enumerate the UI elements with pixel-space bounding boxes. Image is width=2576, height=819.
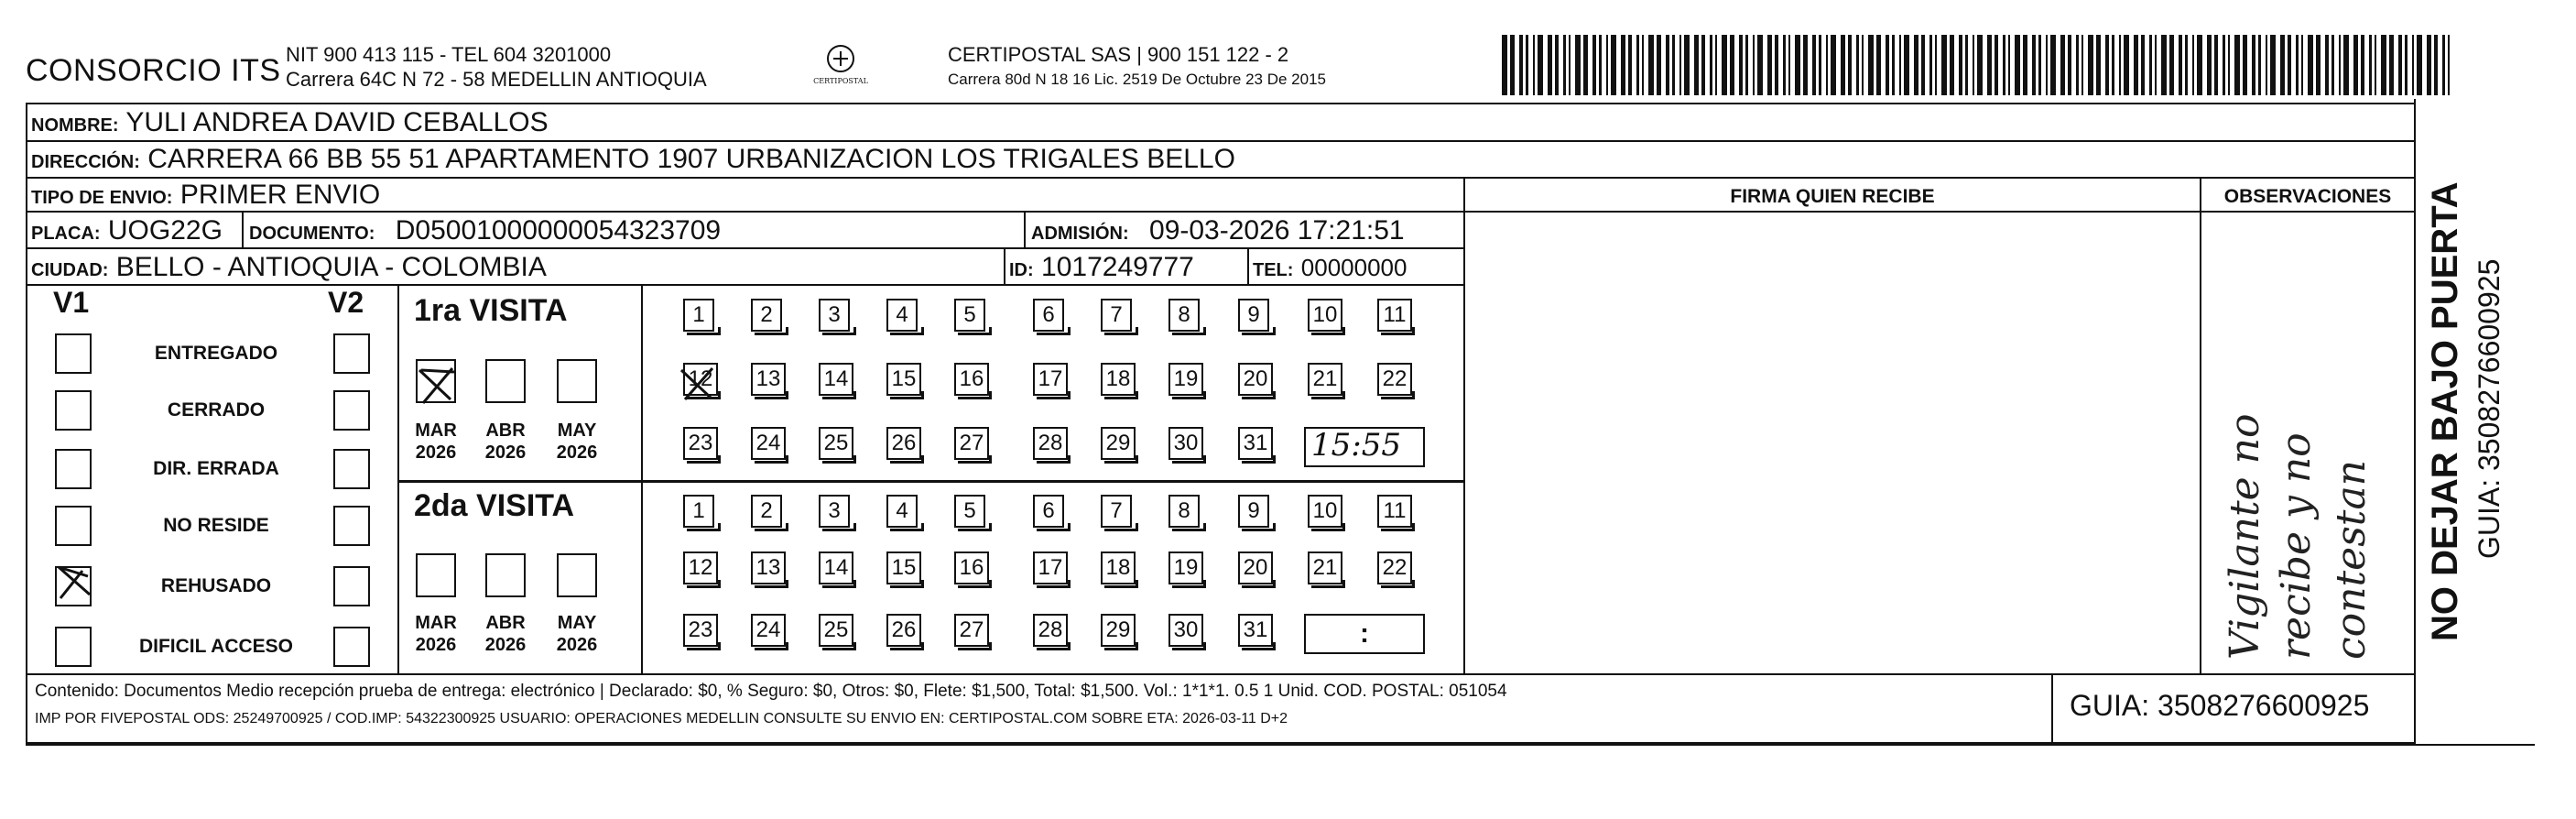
day-box[interactable]: 2 (751, 495, 782, 528)
day-box[interactable]: 21 (1308, 363, 1342, 396)
barcode-bar (2038, 35, 2041, 95)
nombre-row (31, 108, 549, 140)
day-box[interactable]: 23 (683, 614, 718, 647)
barcode-bar (1526, 35, 1528, 95)
barcode (1502, 35, 2454, 95)
day-box[interactable]: 24 (751, 427, 786, 460)
barcode-bar (2155, 35, 2157, 95)
tel-row (1253, 253, 1407, 285)
certipostal-line2: Carrera 80d N 18 16 Lic. 2519 De Octubre 23 De 2015 (948, 71, 1326, 88)
month-label (549, 420, 604, 464)
barcode-bar (1648, 35, 1654, 95)
barcode-bar (2252, 35, 2255, 95)
v1-checkbox[interactable] (55, 449, 92, 489)
month-checkbox[interactable] (557, 359, 597, 403)
barcode-bar (1775, 35, 1778, 95)
barcode-bar (2339, 35, 2341, 95)
v1-checkbox[interactable] (55, 390, 92, 431)
company-address: Carrera 64C N 72 - 58 MEDELLIN ANTIOQUIA (286, 68, 707, 91)
barcode-bar (1583, 35, 1588, 95)
day-box[interactable]: 8 (1168, 299, 1200, 332)
v1-checkbox[interactable] (55, 506, 92, 546)
barcode-bar (1611, 35, 1616, 95)
day-box[interactable]: 21 (1308, 551, 1342, 584)
barcode-bar (2331, 35, 2334, 95)
day-box[interactable]: 27 (954, 427, 989, 460)
day-box[interactable]: 30 (1168, 614, 1203, 647)
observation-line1: Vigilante no (2222, 413, 2268, 660)
ciudad-value: BELLO - ANTIOQUIA - COLOMBIA (115, 252, 547, 282)
day-box[interactable]: 10 (1308, 495, 1342, 528)
tipo-label: TIPO DE ENVIO: (31, 188, 173, 208)
barcode-bar (1606, 35, 1608, 95)
day-box[interactable]: 14 (819, 363, 853, 396)
barcode-bar (2161, 35, 2167, 95)
day-box[interactable]: 18 (1101, 551, 1136, 584)
barcode-bar (1935, 35, 1937, 95)
barcode-bar (2046, 35, 2048, 95)
barcode-bar (2185, 35, 2188, 95)
barcode-bar (2266, 35, 2267, 95)
no-dejar-bajo-puerta: NO DEJAR BAJO PUERTA (2425, 181, 2465, 641)
status-option-label: DIR. ERRADA (153, 458, 279, 479)
day-box[interactable]: 6 (1033, 495, 1064, 528)
barcode-bar (2405, 35, 2408, 95)
barcode-bar (1722, 35, 1727, 95)
observation-line3: contestan (2328, 459, 2375, 660)
status-option-label: CERRADO (167, 399, 266, 420)
observation-line2: recibe y no (2273, 432, 2320, 660)
barcode-bar (2105, 35, 2109, 95)
barcode-bar (1666, 35, 1669, 95)
day-box[interactable]: 28 (1033, 614, 1068, 647)
barcode-bar (1856, 35, 1859, 95)
month-label (408, 420, 463, 464)
barcode-bar (2008, 35, 2010, 95)
day-box[interactable]: 23 (683, 427, 718, 460)
day-box[interactable]: 9 (1238, 299, 1269, 332)
id-label: ID: (1009, 260, 1034, 280)
barcode-bar (1941, 35, 1947, 95)
barcode-bar (2389, 35, 2394, 95)
day-box[interactable]: 29 (1101, 614, 1136, 647)
day-box[interactable]: 5 (954, 299, 985, 332)
day-box[interactable]: 27 (954, 614, 989, 647)
barcode-bar (1592, 35, 1596, 95)
documento-value: D05001000000054323709 (395, 215, 722, 246)
barcode-bar (1701, 35, 1705, 95)
day-box[interactable]: 6 (1033, 299, 1064, 332)
day-box[interactable]: 20 (1238, 551, 1273, 584)
v2-checkbox[interactable] (333, 449, 370, 489)
barcode-bar (2369, 35, 2372, 95)
month-year: 2026 (415, 442, 457, 463)
day-box[interactable]: 31 (1238, 427, 1273, 460)
barcode-bar (1621, 35, 1625, 95)
barcode-bar (1965, 35, 1968, 95)
admision-value: 09-03-2026 17:21:51 (1149, 215, 1405, 246)
contents-line: Contenido: Documentos Medio recepción prueba de entrega: electrónico | Declarado: $0, % Seguro: $0, Otros: $0, Flete: $1,500, Total: $1,500. Vol.: 1*1*1. 0.5 1 Unid. COD. POSTAL: 051054 (35, 682, 1507, 701)
status-option-label: NO RESIDE (163, 515, 269, 536)
barcode-bar (2081, 35, 2083, 95)
company-name: CONSORCIO ITS (26, 53, 281, 88)
barcode-bar (1510, 35, 1515, 95)
barcode-bar (1929, 35, 1932, 95)
nit-line: NIT 900 413 115 - TEL 604 3201000 (286, 43, 612, 66)
barcode-bar (1921, 35, 1925, 95)
second-visit-time: : (1360, 618, 1369, 649)
barcode-bar (1519, 35, 1523, 95)
day-box[interactable]: 15 (886, 363, 921, 396)
nombre-label: NOMBRE: (31, 115, 119, 136)
placa-label: PLACA: (31, 224, 101, 244)
day-box[interactable]: 16 (954, 363, 989, 396)
barcode-bar (2434, 35, 2438, 95)
day-box[interactable]: 10 (1308, 299, 1342, 332)
v2-checkbox[interactable] (333, 333, 370, 374)
direccion-label: DIRECCIÓN: (31, 152, 140, 172)
barcode-bar (1959, 35, 1962, 95)
month-label (408, 612, 463, 656)
barcode-bar (2448, 35, 2450, 95)
admision-row (1031, 216, 1405, 248)
barcode-bar (1628, 35, 1632, 95)
barcode-bar (1862, 35, 1864, 95)
barcode-bar (1826, 35, 1828, 95)
month-year: 2026 (556, 635, 598, 655)
certipostal-info (948, 42, 1326, 92)
guia-box: GUIA: 3508276600925 (2070, 689, 2370, 722)
barcode-bar (1994, 35, 1998, 95)
company-contact (286, 42, 707, 92)
barcode-bar (1868, 35, 1874, 95)
barcode-bar (2141, 35, 2145, 95)
day-box[interactable]: 18 (1101, 363, 1136, 396)
barcode-bar (2197, 35, 2202, 95)
barcode-bar (1950, 35, 1954, 95)
day-box[interactable]: 25 (819, 427, 853, 460)
barcode-bar (1886, 35, 1889, 95)
day-box[interactable]: 8 (1168, 495, 1200, 528)
barcode-bar (2316, 35, 2321, 95)
barcode-bar (1904, 35, 1909, 95)
day-box[interactable]: 19 (1168, 363, 1203, 396)
check-mark-first-visit-mar (414, 363, 460, 409)
day-box[interactable]: 26 (886, 614, 921, 647)
day-box[interactable]: 15 (886, 551, 921, 584)
barcode-bar (2308, 35, 2313, 95)
barcode-bar (1803, 35, 1808, 95)
day-box[interactable]: 22 (1377, 551, 1412, 584)
barcode-bar (2149, 35, 2152, 95)
day-box[interactable]: 16 (954, 551, 989, 584)
barcode-bar (2296, 35, 2299, 95)
v1-header: V1 (53, 286, 90, 319)
v2-checkbox[interactable] (333, 566, 370, 606)
first-visit-time: 15:55 (1311, 427, 1401, 464)
barcode-bar (2353, 35, 2358, 95)
placa-value: UOG22G (107, 215, 223, 246)
barcode-bar (1973, 35, 1974, 95)
barcode-bar (2325, 35, 2329, 95)
certipostal-line1: CERTIPOSTAL SAS | 900 151 122 - 2 (948, 43, 1289, 66)
status-option-label: DIFICIL ACCESO (138, 636, 293, 657)
day-box[interactable]: 3 (819, 299, 850, 332)
barcode-bar (2398, 35, 2402, 95)
barcode-bar (2412, 35, 2414, 95)
day-box[interactable]: 11 (1377, 299, 1412, 332)
barcode-bar (2096, 35, 2101, 95)
barcode-bar (1672, 35, 1675, 95)
tel-label: TEL: (1253, 260, 1294, 280)
barcode-bar (1533, 35, 1535, 95)
barcode-bar (2023, 35, 2027, 95)
barcode-bar (2381, 35, 2386, 95)
barcode-bar (2343, 35, 2349, 95)
barcode-bar (1679, 35, 1681, 95)
month-name: MAY (557, 420, 597, 441)
day-box[interactable]: 20 (1238, 363, 1273, 396)
barcode-bar (1710, 35, 1712, 95)
month-year: 2026 (415, 635, 457, 655)
barcode-bar (2179, 35, 2182, 95)
day-box[interactable]: 4 (886, 299, 918, 332)
barcode-bar (2228, 35, 2230, 95)
print-info-line: IMP POR FIVEPOSTAL ODS: 25249700925 / COD.IMP: 54322300925 USUARIO: OPERACIONES MEDELLIN CONSULTE SU ENVIO EN: CERTIPOSTAL.COM SOBRE ETA: 2026-03-11 D+2 (35, 711, 1288, 726)
check-mark-v1-rehusado (55, 563, 97, 606)
barcode-bar (2169, 35, 2174, 95)
barcode-bar (1599, 35, 1602, 95)
barcode-bar (1876, 35, 1881, 95)
month-year: 2026 (484, 635, 527, 655)
barcode-bar (2214, 35, 2218, 95)
barcode-bar (1715, 35, 1717, 95)
barcode-bar (2223, 35, 2225, 95)
barcode-bar (1892, 35, 1895, 95)
direccion-row (31, 145, 1235, 177)
barcode-bar (1642, 35, 1644, 95)
barcode-bar (2375, 35, 2376, 95)
nombre-value: YULI ANDREA DAVID CEBALLOS (125, 107, 549, 137)
month-name: ABR (485, 613, 526, 633)
documento-row (249, 216, 721, 248)
barcode-bar (1739, 35, 1743, 95)
barcode-bar (2258, 35, 2261, 95)
check-mark-first-visit-day12 (678, 365, 720, 405)
barcode-bar (1819, 35, 1821, 95)
day-box[interactable]: 25 (819, 614, 853, 647)
day-box[interactable]: 17 (1033, 363, 1068, 396)
v2-checkbox[interactable] (333, 627, 370, 667)
tipo-row (31, 180, 380, 213)
id-row (1009, 253, 1194, 285)
month-name: MAY (557, 613, 597, 633)
certipostal-logo (813, 40, 868, 92)
barcode-bar (1788, 35, 1790, 95)
barcode-bar (2068, 35, 2071, 95)
barcode-bar (1657, 35, 1661, 95)
barcode-bar (1563, 35, 1566, 95)
barcode-bar (1841, 35, 1845, 95)
month-checkbox[interactable] (416, 553, 456, 597)
barcode-bar (1795, 35, 1800, 95)
barcode-bar (2270, 35, 2276, 95)
barcode-bar (1987, 35, 1992, 95)
barcode-bar (1555, 35, 1559, 95)
barcode-bar (2088, 35, 2093, 95)
barcode-bar (2076, 35, 2079, 95)
day-box[interactable]: 7 (1101, 299, 1132, 332)
barcode-bar (1757, 35, 1763, 95)
barcode-bar (2124, 35, 2129, 95)
month-year: 2026 (556, 442, 598, 463)
month-label (478, 420, 533, 464)
day-box[interactable]: 1 (683, 495, 714, 528)
v1-checkbox[interactable] (55, 627, 92, 667)
barcode-bar (1636, 35, 1639, 95)
barcode-bar (2288, 35, 2291, 95)
day-box[interactable]: 11 (1377, 495, 1412, 528)
barcode-bar (1831, 35, 1836, 95)
first-visit-time-box (1304, 427, 1425, 467)
day-box[interactable]: 13 (751, 551, 786, 584)
day-box[interactable]: 4 (886, 495, 918, 528)
barcode-bar (2427, 35, 2431, 95)
documento-label: DOCUMENTO: (249, 224, 375, 244)
barcode-bar (2301, 35, 2303, 95)
day-box[interactable]: 9 (1238, 495, 1269, 528)
second-visit-title: 2da VISITA (414, 488, 575, 523)
barcode-bar (2134, 35, 2138, 95)
barcode-bar (1730, 35, 1734, 95)
day-box[interactable]: 3 (819, 495, 850, 528)
day-box[interactable]: 19 (1168, 551, 1203, 584)
barcode-bar (1684, 35, 1690, 95)
barcode-bar (2050, 35, 2056, 95)
id-value: 1017249777 (1041, 252, 1194, 282)
direccion-value: CARRERA 66 BB 55 51 APARTAMENTO 1907 URBANIZACION LOS TRIGALES BELLO (147, 144, 1235, 174)
barcode-bar (1502, 35, 1507, 95)
ciudad-label: CIUDAD: (31, 260, 109, 280)
barcode-bar (2192, 35, 2194, 95)
barcode-bar (2060, 35, 2065, 95)
v2-checkbox[interactable] (333, 390, 370, 431)
logo-caption: CERTIPOSTAL (813, 77, 868, 85)
barcode-bar (1899, 35, 1901, 95)
day-box[interactable]: 28 (1033, 427, 1068, 460)
barcode-bar (1569, 35, 1571, 95)
placa-row (31, 216, 223, 248)
day-box[interactable]: 13 (751, 363, 786, 396)
observaciones-header: OBSERVACIONES (2223, 186, 2392, 207)
day-box[interactable]: 24 (751, 614, 786, 647)
barcode-bar (1538, 35, 1543, 95)
barcode-bar (2234, 35, 2240, 95)
day-box[interactable]: 1 (683, 299, 714, 332)
status-option-label: ENTREGADO (154, 343, 278, 364)
day-box[interactable]: 26 (886, 427, 921, 460)
second-visit-time-box (1304, 614, 1425, 654)
barcode-bar (2361, 35, 2364, 95)
barcode-bar (2280, 35, 2285, 95)
day-box[interactable]: 2 (751, 299, 782, 332)
barcode-bar (1694, 35, 1699, 95)
barcode-bar (2207, 35, 2212, 95)
v2-header: V2 (328, 286, 364, 319)
barcode-bar (2032, 35, 2036, 95)
month-name: MAR (415, 420, 457, 441)
barcode-bar (1848, 35, 1852, 95)
barcode-bar (1753, 35, 1755, 95)
barcode-bar (1977, 35, 1983, 95)
day-box[interactable]: 17 (1033, 551, 1068, 584)
barcode-bar (2417, 35, 2422, 95)
first-visit-title: 1ra VISITA (414, 293, 568, 328)
month-label (549, 612, 604, 656)
month-name: ABR (485, 420, 526, 441)
day-box[interactable]: 7 (1101, 495, 1132, 528)
day-box[interactable]: 30 (1168, 427, 1203, 460)
month-checkbox[interactable] (485, 359, 526, 403)
barcode-bar (1575, 35, 1581, 95)
side-guia: GUIA: 3508276600925 (2473, 258, 2505, 559)
barcode-bar (1783, 35, 1786, 95)
barcode-bar (2442, 35, 2445, 95)
day-box[interactable]: 5 (954, 495, 985, 528)
status-option-label: REHUSADO (160, 575, 272, 596)
barcode-bar (2243, 35, 2247, 95)
tipo-value: PRIMER ENVIO (179, 180, 381, 210)
firma-header: FIRMA QUIEN RECIBE (1730, 186, 1935, 207)
day-box[interactable]: 14 (819, 551, 853, 584)
barcode-bar (1767, 35, 1772, 95)
day-box[interactable]: 12 (683, 551, 718, 584)
barcode-bar (2119, 35, 2121, 95)
barcode-bar (2112, 35, 2114, 95)
v2-checkbox[interactable] (333, 506, 370, 546)
tel-value: 00000000 (1300, 254, 1408, 281)
month-name: MAR (415, 613, 457, 633)
month-label (478, 612, 533, 656)
month-checkbox[interactable] (485, 553, 526, 597)
barcode-bar (2015, 35, 2020, 95)
admision-label: ADMISIÓN: (1031, 224, 1129, 244)
barcode-bar (2003, 35, 2005, 95)
month-year: 2026 (484, 442, 527, 463)
day-box[interactable]: 29 (1101, 427, 1136, 460)
barcode-bar (1914, 35, 1918, 95)
v1-checkbox[interactable] (55, 333, 92, 374)
day-box[interactable]: 12 (683, 363, 718, 396)
month-checkbox[interactable] (557, 553, 597, 597)
barcode-bar (1745, 35, 1748, 95)
day-box[interactable]: 22 (1377, 363, 1412, 396)
ciudad-row (31, 253, 547, 285)
barcode-bar (1812, 35, 1816, 95)
day-box[interactable]: 31 (1238, 614, 1273, 647)
barcode-bar (1548, 35, 1552, 95)
